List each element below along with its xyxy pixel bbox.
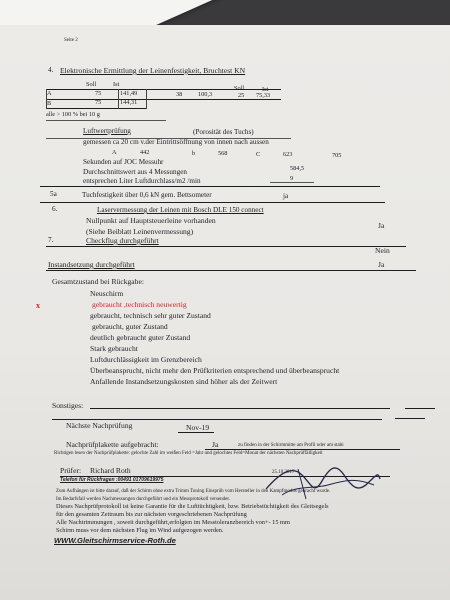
footer-line-6: Schirm muss vor dem nächsten Flug im Wind aufgezogen werden. <box>56 527 224 534</box>
naechste-label: Nächste Nachprüfung <box>66 421 133 430</box>
telefon: Telefon für Rückfragen :00491 01709619975 <box>60 477 164 483</box>
measure-value-b: 568 <box>218 150 228 157</box>
footer-line-2: Im Bedarfsfall werden Nachmessungen durchgeführt und ein Messprotokoll versendet. <box>56 497 230 502</box>
row-a-ist-2: 100,3 <box>198 91 213 98</box>
section5a-number: 5a <box>50 190 57 198</box>
sonstiges-label: Sonstiges: <box>52 401 84 410</box>
condition-new: Neuschirm <box>90 289 124 298</box>
signature-scribble <box>262 455 382 505</box>
row-a-ist-3: 75,33 <box>256 92 271 99</box>
section7-text: Checkflug durchgeführt <box>86 236 159 245</box>
condition-kosten-hoeher: Anfallende Instandsetzungskosten sind höher als der Zeitwert <box>90 377 278 386</box>
plakette-reading-note: Richtigen lesen der Nachprüfplakette: gelochte Zahl im weißen Feld =Jahr und gelochtes Feld=Monat der nächsten Nachprüffälligkeit <box>54 451 323 456</box>
condition-deutlich-gebraucht: deutlich gebraucht guter Zustand <box>90 333 191 342</box>
section6-value: Ja <box>378 221 385 230</box>
row-b-ist: 144,31 <box>120 99 138 106</box>
document-page <box>0 25 450 600</box>
condition-sehr-guter-zustand: gebraucht, technisch sehr guter Zustand <box>90 311 211 320</box>
footer-line-5: Alle Nachtrimmungen , soweit durchgeführt,erfolgten im Messtoleranzbereich von+- 15 mm <box>56 519 290 526</box>
section6-title: Laservermessung der Leinen mit Bosch DLE 150 connect <box>97 206 264 214</box>
measure-label-c: C <box>256 151 261 158</box>
section5-title: Luftwertprüfung <box>83 127 131 135</box>
section5-line1: gemessen ca 20 cm v.der Eintrittsöffnung von innen nach aussen <box>83 138 269 146</box>
row-a-ist: 141,49 <box>120 90 138 97</box>
pruefer-date: 25.10.2017 <box>272 470 295 475</box>
condition-stark-gebraucht: Stark gebraucht <box>90 344 138 353</box>
footer-line-1: Zum Aufhängen ist bitte darauf, daß der Schirm ohne extra Trimm Tuning Einsprüh vom Hersteller in den Kampfmodus gebracht wurde. <box>56 489 331 494</box>
gesamtzustand-title: Gesamtzustand bei Rückgabe: <box>52 277 144 286</box>
footer-line-4: für den gesamten Zeitraum bis zur nächsten vorgeschriebenen Nachprüfung <box>56 511 247 518</box>
row-a-soll: 75 <box>95 90 102 97</box>
row-a-soll-2: 38 <box>176 91 183 98</box>
plakette-label: Nachprüfplakette aufgebracht: <box>66 440 159 449</box>
row-a-label: A <box>47 90 52 97</box>
measure-label-a: A <box>112 149 117 156</box>
section4-note: alle > 100 % bei 10 g <box>46 111 100 118</box>
section7-value: Nein <box>375 246 390 255</box>
measure-value-c: 623 <box>283 151 293 158</box>
plakette-location-note: zu finden in der Schirmmitte am Profil oder am stabi <box>238 443 344 448</box>
header-soll-1: Soll <box>86 81 97 88</box>
instandsetzung-text: Instandsetzung durchgeführt <box>48 260 135 269</box>
section5a-text: Tuchfestigkeit über 0,6 kN gem. Bettsometer <box>82 191 212 199</box>
section6-number: 6. <box>52 205 58 213</box>
row-b-label: B <box>47 100 52 107</box>
footer-line-3: Dieses Nachprüfprotokoll ist keine Garantie für die Lufttüchtigkeit, bzw. Betriebstüchtigkeit des Gleitsegels <box>56 503 329 510</box>
section6-line2: (Siehe Beiblatt Leinenvermessung) <box>86 227 194 236</box>
measure-value-d: 705 <box>332 152 342 159</box>
pruefer-name: Richard Roth <box>90 466 131 475</box>
condition-ueberbeansprucht: Überbeansprucht, nicht mehr den Prüfkriterien entsprechend und überbeansprucht <box>90 366 340 375</box>
website-link[interactable]: WWW.Gleitschirmservice-Roth.de <box>54 536 176 545</box>
header-ist-1: Ist <box>113 81 120 88</box>
measure-label-b: b <box>192 150 196 157</box>
section6-line1: Nullpunkt auf Hauptsteuerleine vorhanden <box>86 216 216 225</box>
row-b-soll: 75 <box>95 99 102 106</box>
page-label: Seite 2 <box>64 38 78 43</box>
section7-number: 7. <box>48 236 54 244</box>
section4-number: 4. <box>48 66 54 74</box>
condition-guter-zustand: gebraucht, guter Zustand <box>92 322 168 331</box>
plakette-value: Ja <box>212 440 219 449</box>
section5-subtitle: (Porosität des Tuchs) <box>193 128 254 136</box>
section5-line4: entsprechen Liter Luftdurchlass/m2 /min <box>83 177 201 185</box>
naechste-value: Nov-19 <box>186 423 210 432</box>
section5-line3: Durchschnittswert aus 4 Messungen <box>83 168 188 176</box>
selected-condition-mark: x <box>36 301 40 310</box>
instandsetzung-value: Ja <box>378 260 385 269</box>
condition-grenzbereich: Luftdurchlässigkeit im Grenzbereich <box>90 355 202 364</box>
section5a-value: ja <box>283 192 289 200</box>
section4-title: Elektronische Ermittlung der Leinenfestigkeit, Bruchtest KN <box>60 66 246 75</box>
section5-line2: Sekunden auf JOC Messuhr <box>83 158 164 166</box>
average-value: 584,5 <box>290 165 305 172</box>
pruefer-label: Prüfer: <box>60 466 82 475</box>
condition-technisch-neuwertig: gebraucht ,technisch neuwertig <box>92 300 187 309</box>
measure-value-a: 442 <box>140 149 150 156</box>
row-a-soll-3: 25 <box>238 92 245 99</box>
flow-value: 9 <box>290 175 294 182</box>
